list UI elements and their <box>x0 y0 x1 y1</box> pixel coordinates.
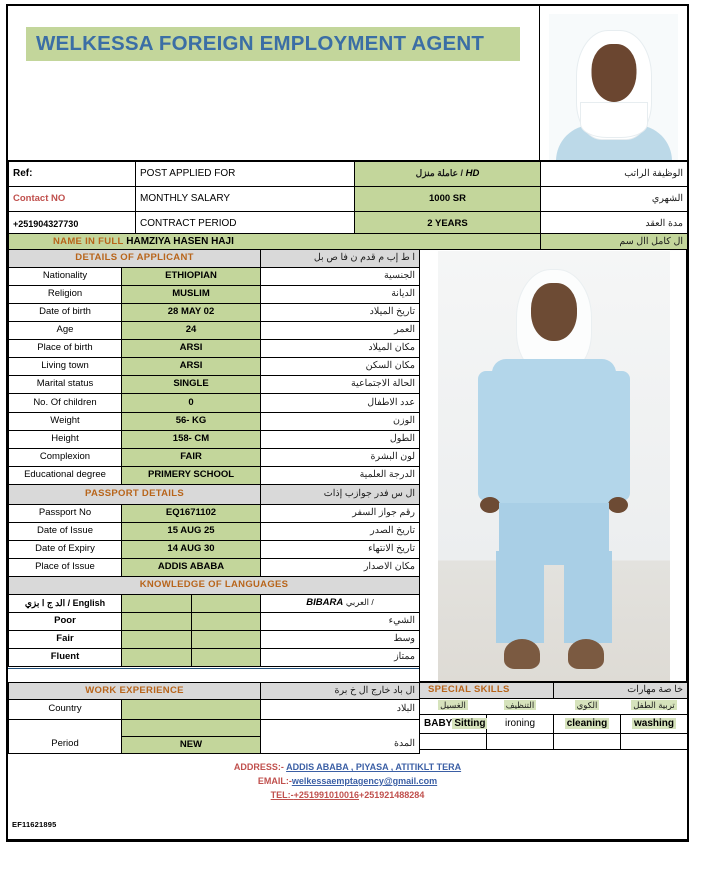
portrait-illustration <box>549 14 678 161</box>
name-in-full-ar: ال كامل اال سم <box>541 234 688 251</box>
ar-lang-fair: وسط <box>261 631 420 649</box>
value-height: 158- CM <box>122 431 261 449</box>
footer-tel-line <box>8 789 687 803</box>
skill-empty-2[interactable] <box>487 734 554 750</box>
ar-living-town: مكان السكن <box>261 358 420 376</box>
skill-babysitting-bold: BABY <box>424 718 453 730</box>
name-in-full-value: HAMZIYA HASEN HAJI <box>126 236 234 248</box>
passport-section-title: PASSPORT DETAILS <box>9 485 261 505</box>
skill-babysitting[interactable] <box>420 715 487 734</box>
value-weight: 56- KG <box>122 413 261 431</box>
label-passport-no: Passport No <box>9 505 122 523</box>
ar-nationality: الجنسية <box>261 268 420 286</box>
skills-section-ar: خا صة مهارات <box>554 683 688 699</box>
document-bottom-rule <box>6 840 689 842</box>
body-left-hand <box>480 497 500 513</box>
value-marital-status: SINGLE <box>122 376 261 394</box>
table-row <box>9 467 420 485</box>
name-in-full-label: NAME IN FULL <box>53 236 124 248</box>
skill-ar-ironing: الكوي <box>576 700 598 711</box>
tel-value-1: +251991010016 <box>293 789 359 800</box>
table-row <box>9 340 420 358</box>
languages-section-title: KNOWLEDGE OF LANGUAGES <box>9 577 420 595</box>
table-row <box>9 541 420 559</box>
monthly-salary-ar: الشهري <box>541 187 688 212</box>
value-date-of-birth: 28 MAY 02 <box>122 304 261 322</box>
table-row <box>9 322 420 340</box>
label-height: Height <box>9 431 122 449</box>
skill-ar-cleaning: التنظيف <box>505 700 535 711</box>
table-row <box>9 449 420 467</box>
full-body-photo <box>438 251 670 681</box>
work-section-header <box>9 683 420 700</box>
skill-washing-label: washing <box>633 718 674 730</box>
passport-photo-cell <box>540 6 687 161</box>
table-row <box>9 737 420 754</box>
monthly-salary-label: MONTHLY SALARY <box>136 187 355 212</box>
top-info-table <box>8 161 688 237</box>
table-row <box>9 631 420 649</box>
value-age: 24 <box>122 322 261 340</box>
ar-passport-no: رقم جواز السفر <box>261 505 420 523</box>
lang-cell-english-header[interactable] <box>122 595 192 613</box>
value-nationality: ETHIOPIAN <box>122 268 261 286</box>
ar-religion: الديانة <box>261 286 420 304</box>
label-nationality: Nationality <box>9 268 122 286</box>
post-applied-value-ar: عاملة منزل / <box>415 168 463 179</box>
name-in-full-cell <box>9 234 541 251</box>
ar-age: العمر <box>261 322 420 340</box>
label-marital-status: Marital status <box>9 376 122 394</box>
body-right-foot <box>568 639 604 669</box>
value-work-period[interactable]: NEW <box>122 737 261 754</box>
label-educational-degree: Educational degree <box>9 467 122 485</box>
passport-section-ar: ال س فدر جوازب إذات <box>261 485 420 505</box>
label-complexion: Complexion <box>9 449 122 467</box>
body-uniform-top <box>492 359 616 509</box>
ar-place-of-issue: مكان الاصدار <box>261 559 420 577</box>
lang-level-fluent: Fluent <box>9 649 122 667</box>
skill-empty-1[interactable] <box>420 734 487 750</box>
details-section-header <box>9 250 420 268</box>
document-header <box>8 6 687 161</box>
table-row <box>9 268 420 286</box>
contract-period-label: CONTRACT PERIOD <box>136 212 355 237</box>
document-footer <box>8 752 687 840</box>
lang-level-fair: Fair <box>9 631 122 649</box>
details-section-title: DETAILS OF APPLICANT <box>9 250 261 268</box>
label-living-town: Living town <box>9 358 122 376</box>
body-left-foot <box>504 639 540 669</box>
lang-fluent-arabic[interactable] <box>192 649 261 667</box>
agency-title-text: WELKESSA FOREIGN EMPLOYMENT AGENT <box>36 32 485 55</box>
skill-ironing-label: ironing <box>504 718 536 730</box>
skills-section-title: SPECIAL SKILLS <box>420 683 554 699</box>
footer-address-line <box>8 761 687 775</box>
ar-no-of-children: عدد الاطفال <box>261 394 420 413</box>
table-row <box>9 613 420 631</box>
label-date-of-expiry: Date of Expiry <box>9 541 122 559</box>
special-skills-table <box>419 682 688 750</box>
ar-date-of-birth: تاريخ الميلاد <box>261 304 420 322</box>
contact-label: Contact NO <box>9 187 136 212</box>
label-weight: Weight <box>9 413 122 431</box>
tel-label: TEL:- <box>270 789 294 800</box>
applicant-details-table <box>8 249 420 667</box>
body-right-leg <box>564 551 612 643</box>
language-header-left: الد ج ا بزي / English <box>9 595 122 613</box>
details-section-ar: ا ط إب م قدم ن فا ص بل <box>261 250 420 268</box>
value-date-of-issue: 15 AUG 25 <box>122 523 261 541</box>
value-religion: MUSLIM <box>122 286 261 304</box>
post-applied-value <box>355 162 541 187</box>
value-place-of-birth: ARSI <box>122 340 261 358</box>
skill-empty-3[interactable] <box>554 734 621 750</box>
label-date-of-issue: Date of Issue <box>9 523 122 541</box>
table-row <box>9 304 420 322</box>
table-row <box>9 358 420 376</box>
ar-place-of-birth: مكان الميلاد <box>261 340 420 358</box>
post-applied-label: POST APPLIED FOR <box>136 162 355 187</box>
address-label: ADDRESS:- <box>233 762 284 772</box>
table-row <box>9 187 688 212</box>
portrait-scarf-lower <box>580 102 648 138</box>
skill-babysitting-label: Sitting <box>454 718 486 730</box>
work-experience-table <box>8 682 420 754</box>
ar-date-of-issue: تاريخ الصدر <box>261 523 420 541</box>
table-row <box>9 431 420 449</box>
ar-work-period: المدة <box>261 737 420 754</box>
full-body-photo-cell <box>419 249 687 682</box>
table-row <box>9 394 420 413</box>
contract-period-value: 2 YEARS <box>355 212 541 237</box>
table-row <box>9 595 420 613</box>
skill-ironing[interactable] <box>487 715 554 734</box>
value-place-of-issue: ADDIS ABABA <box>122 559 261 577</box>
value-date-of-expiry: 14 AUG 30 <box>122 541 261 559</box>
lang-poor-arabic[interactable] <box>192 613 261 631</box>
table-row <box>9 700 420 720</box>
skill-ar-washing: الغسيل <box>440 700 466 711</box>
language-header-right <box>261 595 420 613</box>
value-living-town: ARSI <box>122 358 261 376</box>
label-work-country: Country <box>9 700 122 720</box>
email-value[interactable]: welkessaemptagency@gmail.com <box>291 775 438 786</box>
work-section-title: WORK EXPERIENCE <box>9 683 261 700</box>
language-header-right-it: BIBARA <box>306 597 344 609</box>
value-educational-degree: PRIMERY SCHOOL <box>122 467 261 485</box>
contact-value: +251904327730 <box>9 212 136 237</box>
lang-cell-arabic-header[interactable] <box>192 595 261 613</box>
value-work-country[interactable] <box>122 700 261 720</box>
value-no-of-children: 0 <box>122 394 261 413</box>
label-no-of-children: No. Of children <box>9 394 122 413</box>
language-header-right-ar: العربي / <box>345 597 374 608</box>
tel-value-2: +251921488284 <box>359 789 425 800</box>
passport-photo <box>549 14 678 161</box>
monthly-salary-value: 1000 SR <box>355 187 541 212</box>
lang-fair-english[interactable] <box>122 631 192 649</box>
contract-period-ar: مدة العقد <box>541 212 688 237</box>
reference-code: EF11621895 <box>12 820 57 829</box>
ar-work-country: البلاد <box>261 700 420 720</box>
lang-level-poor: Poor <box>9 613 122 631</box>
skills-english-row <box>420 715 688 734</box>
address-value: ADDIS ABABA , PIYASA , ATITIKLT TERA <box>286 762 462 772</box>
table-row <box>9 523 420 541</box>
body-left-arm <box>478 371 502 501</box>
work-period-ar-top <box>261 720 420 737</box>
skills-section-header <box>420 683 688 699</box>
value-complexion: FAIR <box>122 449 261 467</box>
table-row <box>9 720 420 737</box>
table-row <box>9 234 688 251</box>
value-passport-no: EQ1671102 <box>122 505 261 523</box>
skill-cleaning-label: cleaning <box>566 718 608 730</box>
ar-date-of-expiry: تاريخ الانتهاء <box>261 541 420 559</box>
label-work-period: Period <box>9 737 122 754</box>
work-period-blank[interactable] <box>122 720 261 737</box>
ar-lang-poor: الشيء <box>261 613 420 631</box>
label-date-of-birth: Date of birth <box>9 304 122 322</box>
skill-empty-4[interactable] <box>621 734 688 750</box>
table-row <box>9 286 420 304</box>
agency-title-banner <box>26 27 520 61</box>
passport-section-header <box>9 485 420 505</box>
skill-washing[interactable] <box>621 715 688 734</box>
skill-cleaning[interactable] <box>554 715 621 734</box>
table-row <box>9 505 420 523</box>
ar-complexion: لون البشرة <box>261 449 420 467</box>
ar-height: الطول <box>261 431 420 449</box>
table-row <box>9 162 688 187</box>
skill-ar-babysitting: تربية الطفل <box>633 700 675 711</box>
table-row <box>9 649 420 667</box>
post-applied-ar: الوظيفة الراتب <box>541 162 688 187</box>
email-label: EMAIL:- <box>257 775 292 786</box>
ar-educational-degree: الدرجة العلمية <box>261 467 420 485</box>
agency-title-cell <box>8 6 540 161</box>
work-section-ar: ال باد خارج ال خ برة <box>261 683 420 700</box>
label-place-of-birth: Place of birth <box>9 340 122 358</box>
work-period-label-top <box>9 720 122 737</box>
ref-label: Ref: <box>9 162 136 187</box>
language-divider-line <box>8 668 419 669</box>
table-row <box>9 376 420 394</box>
table-row <box>9 413 420 431</box>
languages-section-header <box>9 577 420 595</box>
body-left-leg <box>496 551 544 643</box>
body-face <box>531 283 577 341</box>
label-age: Age <box>9 322 122 340</box>
post-applied-value-en: HD <box>465 168 480 180</box>
table-row <box>9 559 420 577</box>
body-right-arm <box>606 371 630 501</box>
skills-empty-row <box>420 734 688 750</box>
label-place-of-issue: Place of Issue <box>9 559 122 577</box>
body-right-hand <box>608 497 628 513</box>
footer-email-line <box>8 775 687 789</box>
portrait-face <box>591 44 636 102</box>
ar-weight: الوزن <box>261 413 420 431</box>
lang-fluent-english[interactable] <box>122 649 192 667</box>
ar-lang-fluent: ممتاز <box>261 649 420 667</box>
lang-fair-arabic[interactable] <box>192 631 261 649</box>
ar-marital-status: الحالة الاجتماعية <box>261 376 420 394</box>
lang-poor-english[interactable] <box>122 613 192 631</box>
label-religion: Religion <box>9 286 122 304</box>
skills-arabic-row <box>420 699 688 715</box>
